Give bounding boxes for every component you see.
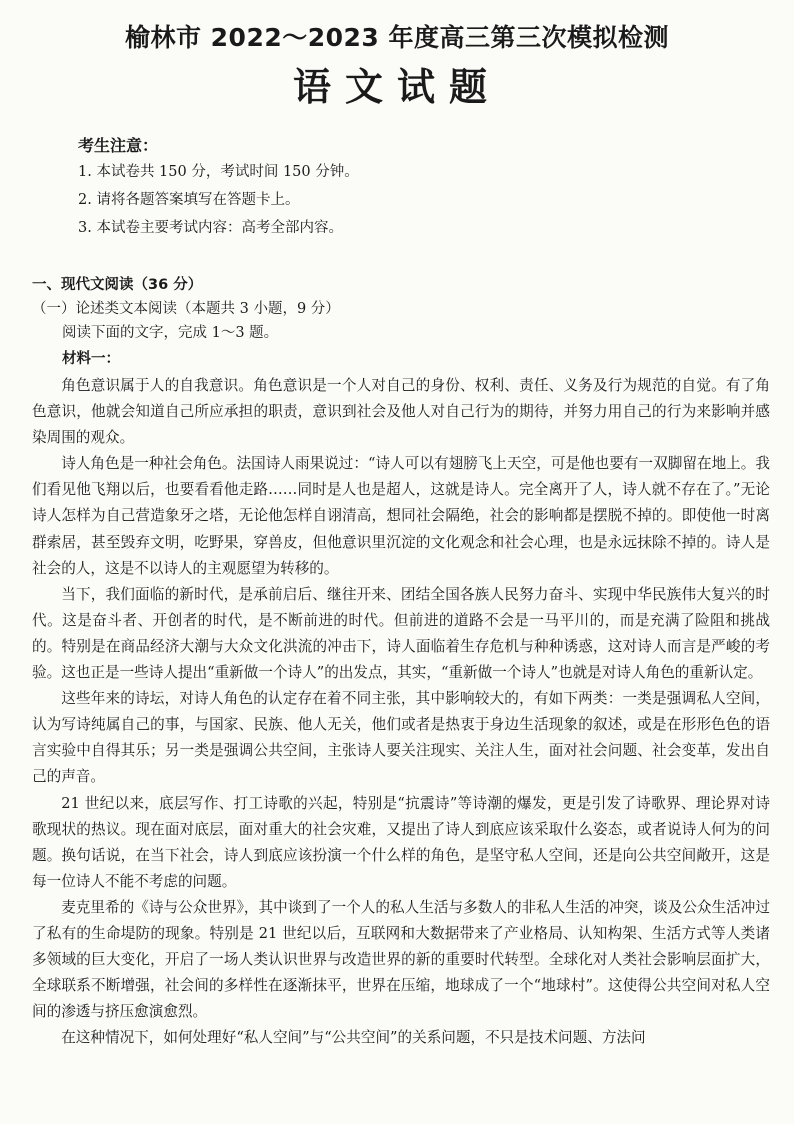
- paragraph: 21 世纪以来，底层写作、打工诗歌的兴起，特别是“抗震诗”等诗潮的爆发，更是引发了诗歌界、理论界对诗歌现状的热议。现在面对底层，面对重大的社会灾难，又提出了诗人到底应该采取什么姿态，或者说诗人何为的问题。换句话说，在当下社会，诗人到底应该扮演一个什么样的角色，是坚守私人空间，还是向公共空间敞开，这是每一位诗人不能不考虑的问题。: [32, 794, 770, 890]
- paragraph: 当下，我们面临的新时代，是承前启后、继往开来、团结全国各族人民努力奋斗、实现中华民族伟大复兴的时代。这是奋斗者、开创者的时代，是不断前进的时代。但前进的道路不会是一马平川的，而是充满了险阻和挑战的。特别是在商品经济大潮与大众文化洪流的冲击下，诗人面临着生存危机与种种诱惑，这对诗人而言是严峻的考验。这也正是一些诗人提出“重新做一个诗人”的出发点，其实，“重新做一个诗人”也就是对诗人角色的重新认定。: [32, 585, 770, 682]
- notice-item: 3. 本试卷主要考试内容：高考全部内容。: [78, 220, 343, 236]
- subsection-heading: （一）论述类文本阅读（本题共 3 小题，9 分）: [32, 301, 340, 317]
- paragraph: 角色意识属于人的自我意识。角色意识是一个人对自己的身份、权利、责任、义务及行为规范的自觉。有了角色意识，他就会知道自己所应承担的职责，意识到社会及他人对自己行为的期待，并努力用自己的行为来影响并感染周围的观众。: [32, 377, 770, 447]
- paragraph: 在这种情况下，如何处理好“私人空间”与“公共空间”的关系问题，不只是技术问题、方法问: [61, 1029, 646, 1047]
- reading-passage: [32, 373, 770, 1051]
- notice-item: 1. 本试卷共 150 分，考试时间 150 分钟。: [78, 164, 359, 180]
- paragraph: 麦克里希的《诗与公众世界》，其中谈到了一个人的私人生活与多数人的非私人生活的冲突，谈及公众生活冲过了私有的生命堤防的现象。特别是 21 世纪以后，互联网和大数据带来了产业格局、认知构架、生活方式等人类诸多领域的巨大变化，开启了一场人类认识世界与改造世界的新的重要时代转型。全球化对人类社会影响层面扩大，全球联系不断增强，社会间的多样性在逐渐抹平，世界在压缩，地球成了一个“地球村”。这使得公共空间对私人空间的渗透与挤压愈演愈烈。: [32, 898, 770, 1021]
- reading-instruction: 阅读下面的文字，完成 1～3 题。: [62, 325, 279, 341]
- paragraph: 诗人角色是一种社会角色。法国诗人雨果说过：“诗人可以有翅膀飞上天空，可是他也要有一双脚留在地上。我们看见他飞翔以后，也要看看他走路……同时是人也是超人，这就是诗人。完全离开了人，诗人就不存在了。”无论诗人怎样为自己营造象牙之塔，无论他怎样自诩清高，想同社会隔绝，社会的影响都是摆脱不掉的。即使他一时离群索居，甚至毁弃文明，吃野果，穿兽皮，但他意识里沉淀的文化观念和社会心理，也是永远抹除不掉的。诗人是社会的人，这是不以诗人的主观愿望为转移的。: [32, 455, 770, 577]
- exam-title: 榆林市 2022～2023 年度高三第三次模拟检测: [124, 23, 670, 52]
- material-label: 材料一：: [62, 351, 120, 367]
- subject-title: 语文试题: [292, 65, 501, 109]
- section-heading: 一、现代文阅读（36 分）: [32, 277, 203, 293]
- notice-heading: 考生注意：: [78, 136, 159, 155]
- paragraph: 这些年来的诗坛，对诗人角色的认定存在着不同主张，其中影响较大的，有如下两类：一类是强调私人空间，认为写诗纯属自己的事，与国家、民族、他人无关，他们或者是热衷于身边生活现象的叙述，或是在形形色色的语言实验中自得其乐；另一类是强调公共空间，主张诗人要关注现实、关注人生，面对社会问题、社会变革，发出自己的声音。: [32, 690, 770, 786]
- notice-item: 2. 请将各题答案填写在答题卡上。: [78, 192, 300, 208]
